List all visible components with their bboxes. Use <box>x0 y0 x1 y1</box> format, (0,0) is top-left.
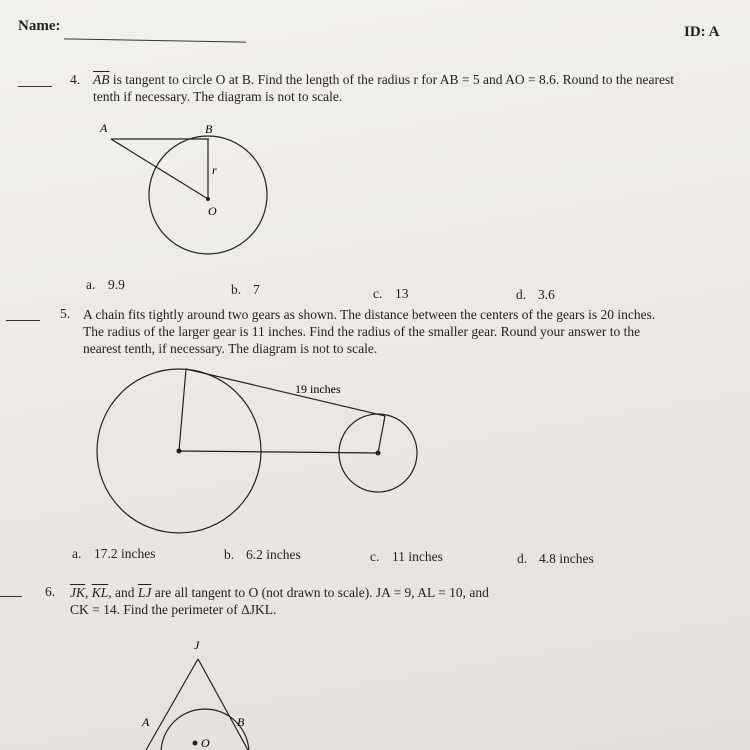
q6-segment-lj: $\overline{LJ}$ <box>137 585 152 600</box>
q4-choice-b: b. 7 <box>231 282 260 297</box>
q5-large-center <box>177 449 182 454</box>
q5-choice-a: a. 17.2 inches <box>72 546 156 561</box>
q6-text-line2: CK = 14. Find the perimeter of ΔJKL. <box>70 602 277 617</box>
q5-choice-c: c. 11 inches <box>370 549 443 564</box>
q5-center-line <box>179 451 378 453</box>
q4-text-line1-rest: is tangent to circle O at B. Find the length of the radius r for AB = 5 and AO = 8.6. Round to the nearest <box>109 72 675 87</box>
q4-segment-ab: $\overline{AB}$ <box>93 72 110 87</box>
q6-label-j: J <box>194 638 200 652</box>
q5-diagram <box>90 365 430 540</box>
q6-segment-kl: $\overline{KL}$ <box>91 585 109 600</box>
q6-label-a: A <box>142 715 150 729</box>
q4-choice-c: c. 13 <box>373 286 409 301</box>
q6-diagram <box>130 635 270 750</box>
q5-chain-segment <box>186 369 385 416</box>
q5-small-radius <box>378 416 385 453</box>
q5-choice-d: d. 4.8 inches <box>517 551 594 566</box>
q4-center-point <box>206 197 210 201</box>
q6-label-b: B <box>237 715 245 729</box>
id-label: ID: A <box>684 24 720 40</box>
q5-text-line2: The radius of the larger gear is 11 inches. Find the radius of the smaller gear. Round your answer to the <box>83 324 641 339</box>
name-line <box>64 38 246 42</box>
q4-answer-blank <box>18 86 52 87</box>
q4-text-line2: tenth if necessary. The diagram is not to scale. <box>93 89 343 104</box>
q5-choice-b: b. 6.2 inches <box>224 547 301 562</box>
name-label: Name: <box>18 18 61 34</box>
q4-choice-d: d. 3.6 <box>516 287 555 302</box>
q4-text-line1 <box>93 72 743 88</box>
q5-small-center <box>376 451 381 456</box>
q4-choice-a: a. 9.9 <box>86 277 125 292</box>
q4-label-b: B <box>205 122 213 136</box>
q4-diagram <box>90 115 290 275</box>
q4-label-r: r <box>212 163 217 177</box>
q6-label-o: O <box>201 736 210 750</box>
q5-text-line3: nearest tenth, if necessary. The diagram is not to scale. <box>83 341 378 356</box>
q4-segment-ao <box>111 139 208 199</box>
q6-side-jl <box>146 659 198 750</box>
q5-chain-label: 19 inches <box>295 382 341 396</box>
q6-text-line1: $\overline{JK}$, $\overline{KL}$, and $\overline{LJ}$ are all tangent to O (not drawn to scale). JA = 9, AL = 10, and <box>70 585 489 600</box>
q4-label-o: O <box>208 204 217 218</box>
q4-label-a: A <box>100 121 108 135</box>
q6-answer-blank <box>0 596 22 597</box>
q5-text-line1: A chain fits tightly around two gears as shown. The distance between the centers of the gears is 20 inches. <box>83 307 656 322</box>
q6-center-point <box>193 741 198 746</box>
q6-number: 6. <box>45 584 56 599</box>
q6-segment-jk: $\overline{JK}$ <box>70 585 85 600</box>
q5-number: 5. <box>60 306 71 321</box>
q4-number: 4. <box>70 72 81 87</box>
q5-large-radius <box>179 369 186 451</box>
q5-answer-blank <box>6 320 40 321</box>
